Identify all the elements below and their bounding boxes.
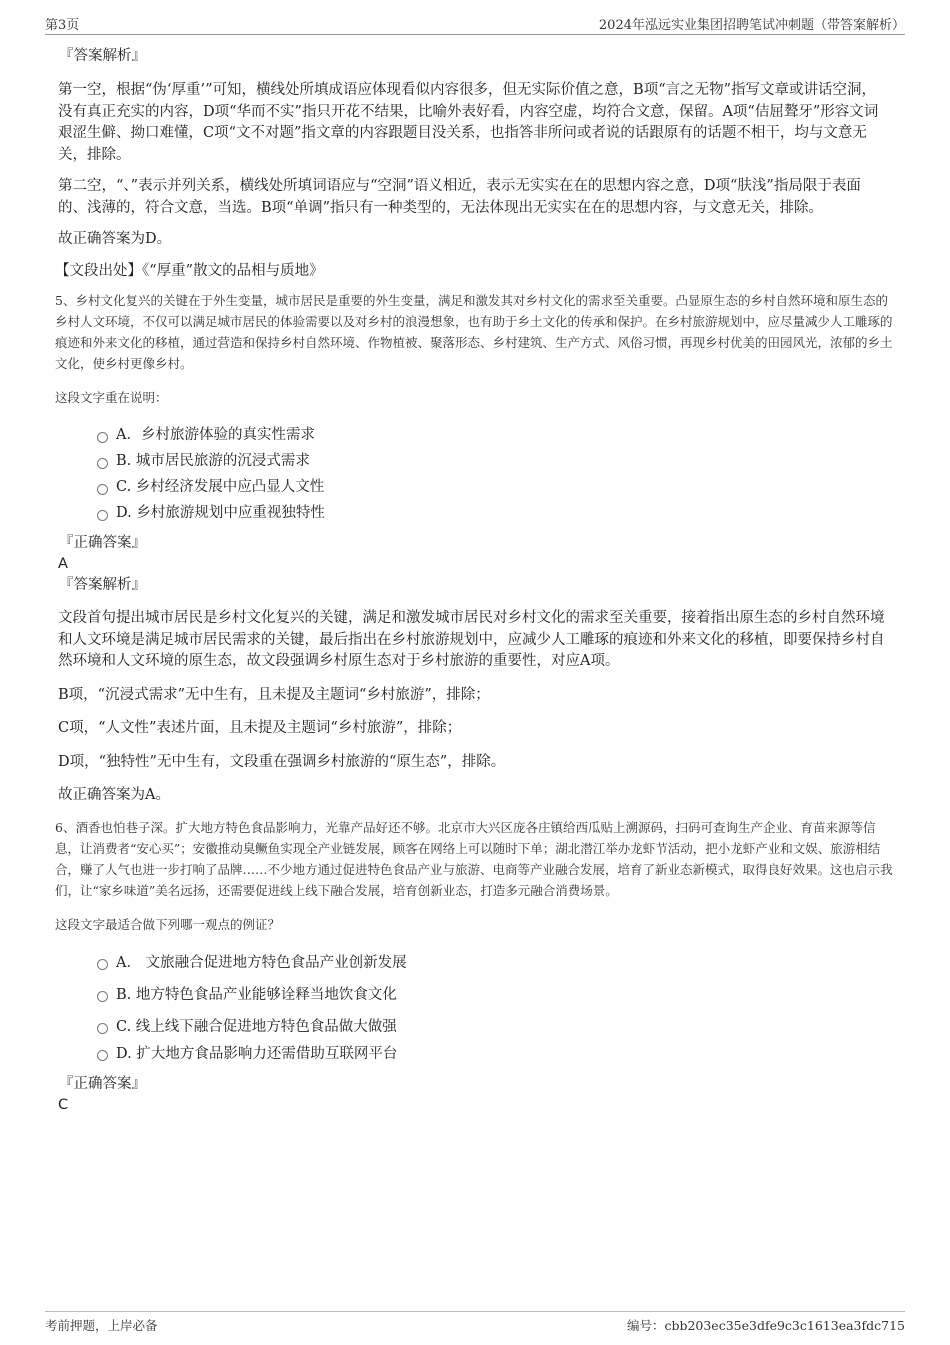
option-b[interactable] (97, 448, 895, 474)
option-c[interactable] (97, 1013, 895, 1041)
correct-answer: C (58, 1096, 69, 1113)
correct-answer-label: 『正确答案』 (59, 1075, 146, 1092)
correct-answer-label: 『正确答案』 (59, 535, 146, 551)
conclusion-text: 故正确答案为A。 (58, 787, 170, 803)
page-content (55, 45, 895, 1115)
page-number: 第3页 (45, 18, 80, 33)
document-id: 编号：cbb203ec35e3dfe9c3c1613ea3fdc715 (626, 1318, 905, 1333)
option-label: B. 城市居民旅游的沉浸式需求 (116, 453, 310, 469)
analysis-paragraph: 第二空，“、”表示并列关系，横线处所填词语应与“空洞”语义相近，表示无实实在在的思想内容之意，D项“肤浅”指局限于表面的、浅薄的，符合文意，当选。B项“单调”指只有一种类型的，无法体现出无实实在在的思想内容，与文意无关，排除。 (58, 178, 861, 216)
question-5-prompt: 这段文字重在说明： (55, 390, 168, 405)
option-label: A．乡村旅游体验的真实性需求 (116, 427, 315, 443)
analysis-label: 『答案解析』 (59, 577, 146, 593)
document-title: 2024年泓远实业集团招聘笔试冲刺题（带答案解析） (598, 18, 905, 33)
radio-icon[interactable] (97, 1023, 108, 1034)
question-6-options (97, 949, 895, 1067)
question-6-text: 6、酒香也怕巷子深。扩大地方特色食品影响力，光靠产品好还不够。北京市大兴区庞各庄镇给西瓜贴上溯源码，扫码可查询生产企业、育苗来源等信息，让消费者“安心买”；安徽推动臭鳜鱼实现全产业链发展，顾客在网络上可以随时下单；湖北潜江举办龙虾节活动，把小龙虾产业和文娱、旅游相结合，赚了人气也进一步打响了品牌……不少地方通过促进特色食品产业与旅游、电商等产业融合发展，培育了新业态新模式，取得良好效果。这也启示我们，让“家乡味道”美名远扬，还需要促进线上线下融合发展，培育创新业态，打造多元融合消费场景。 (55, 819, 893, 898)
option-label: A． 文旅融合促进地方特色食品产业创新发展 (116, 954, 407, 971)
option-label: D. 乡村旅游规划中应重视独特性 (116, 505, 325, 521)
radio-icon[interactable] (97, 432, 108, 443)
option-b[interactable] (97, 977, 895, 1013)
correct-answer: A (58, 556, 68, 572)
option-d[interactable] (97, 1041, 895, 1067)
analysis-paragraph: B项，“沉浸式需求”无中生有，且未提及主题词“乡村旅游”，排除； (58, 686, 490, 703)
source-citation: 【文段出处】《“厚重”散文的品相与质地》 (55, 262, 324, 279)
radio-icon[interactable] (97, 991, 108, 1002)
option-d[interactable] (97, 500, 895, 526)
radio-icon[interactable] (97, 959, 108, 970)
radio-icon[interactable] (97, 484, 108, 495)
option-label: C. 乡村经济发展中应凸显人文性 (116, 479, 325, 495)
page-header (45, 12, 905, 35)
analysis-paragraph: C项，“人文性”表述片面，且未提及主题词“乡村旅游”，排除； (58, 720, 462, 736)
option-label: C. 线上线下融合促进地方特色食品做大做强 (116, 1018, 397, 1035)
analysis-label: 『答案解析』 (59, 48, 146, 64)
question-5-options (97, 422, 895, 526)
option-c[interactable] (97, 474, 895, 500)
analysis-paragraph: D项，“独特性”无中生有，文段重在强调乡村旅游的“原生态”，排除。 (58, 753, 506, 770)
option-label: D. 扩大地方食品影响力还需借助互联网平台 (116, 1045, 398, 1062)
footer-slogan: 考前押题，上岸必备 (45, 1318, 158, 1333)
option-a[interactable] (97, 422, 895, 448)
radio-icon[interactable] (97, 458, 108, 469)
option-label: B. 地方特色食品产业能够诠释当地饮食文化 (116, 986, 397, 1003)
analysis-paragraph: 文段首句提出城市居民是乡村文化复兴的关键，满足和激发城市居民对乡村文化的需求至关重要，接着指出原生态的乡村自然环境和人文环境是满足城市居民需求的关键，最后指出在乡村旅游规划中，应减少人工雕琢的痕迹和外来文化的移植，即要保持乡村自然环境和人文环境的原生态，故文段强调乡村原生态对于乡村旅游的重要性，对应A项。 (58, 610, 885, 669)
radio-icon[interactable] (97, 1050, 108, 1061)
analysis-paragraph: 第一空，根据“伪‘厚重’”可知，横线处所填成语应体现看似内容很多，但无实际价值之意，B项“言之无物”指写文章或讲话空洞，没有真正充实的内容，D项“华而不实”指只开花不结果，比喻外表好看，内容空虚，均符合文意，保留。A项“佶屈聱牙”形容文词艰涩生僻、拗口难懂，C项“文不对题”指文章的内容跟题目没关系，也指答非所问或者说的话跟原有的话题不相干，均与文意无关，排除。 (58, 82, 879, 163)
question-5-text: 5、乡村文化复兴的关键在于外生变量，城市居民是重要的外生变量，满足和激发其对乡村文化的需求至关重要。凸显原生态的乡村自然环境和原生态的乡村人文环境，不仅可以满足城市居民的体验需要以及对乡村的浪漫想象，也有助于乡土文化的传承和保护。在乡村旅游规划中，应尽量减少人工雕琢的痕迹和外来文化的移植，通过营造和保持乡村自然环境、作物植被、聚落形态、乡村建筑、生产方式、风俗习惯，再现乡村优美的田园风光，浓郁的乡土文化，使乡村更像乡村。 (55, 293, 893, 371)
conclusion-text: 故正确答案为D。 (58, 231, 172, 247)
page-footer (45, 1311, 905, 1336)
question-6-prompt: 这段文字最适合做下列哪一观点的例证？ (55, 916, 281, 932)
option-a[interactable] (97, 949, 895, 977)
radio-icon[interactable] (97, 510, 108, 521)
